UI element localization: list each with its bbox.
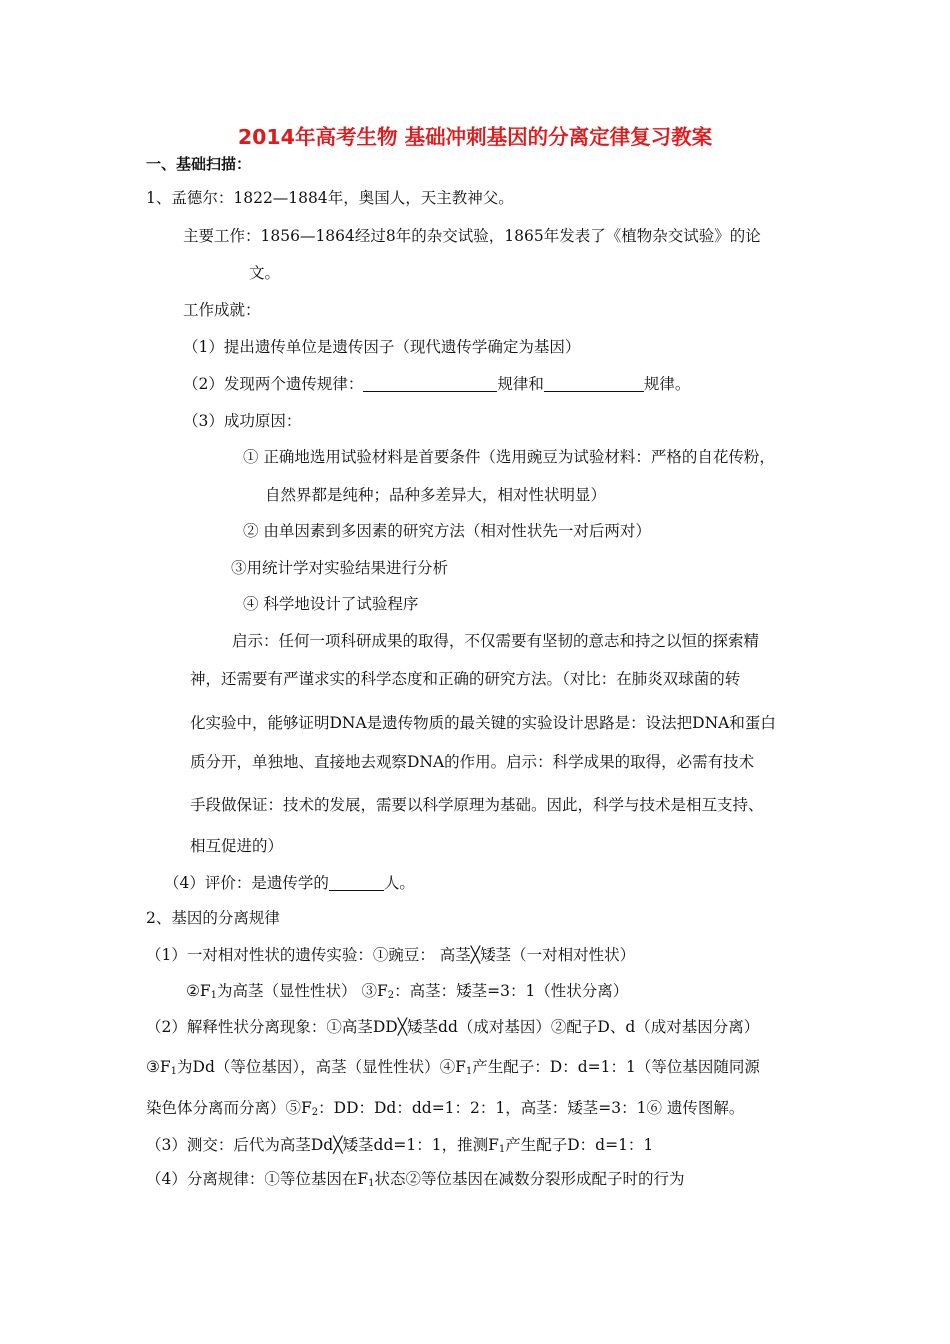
reason-1-line2: 自然界都是纯种；品种多差异大，相对性状明显） — [265, 486, 607, 504]
section-heading-segregation: 2、基因的分离规律 — [146, 909, 280, 927]
reason-4: ④ 科学地设计了试验程序 — [243, 595, 419, 613]
text-run: ：DD：Dd：dd=1：2：1，高茎：矮茎=3：1⑥ 遗传图解。 — [318, 1099, 745, 1117]
insight-line: 质分开，单独地、直接地去观察DNA的作用。启示：科学成果的取得，必需有技术 — [190, 753, 755, 771]
subscript: 1 — [498, 1144, 506, 1155]
text-run: （4）分离规律：①等位基因在F — [146, 1170, 369, 1188]
reason-1-line1: ① 正确地选用试验材料是首要条件（选用豌豆为试验材料：严格的自花传粉， — [243, 448, 775, 466]
segregation-4 — [146, 1169, 685, 1189]
segregation-2a: （2）解释性状分离现象：①高茎DD╳矮茎dd（成对基因）②配子D、d（成对基因分离） — [146, 1018, 760, 1036]
text-run: ②F — [186, 982, 211, 1000]
text-run: ③F — [146, 1058, 171, 1076]
main-work-line2: 文。 — [249, 264, 281, 282]
fill-blank-3[interactable] — [329, 875, 384, 891]
reason-2: ② 由单因素到多因素的研究方法（相对性状先一对后两对） — [243, 522, 651, 540]
text-run: （3）测交：后代为高茎Dd╳矮茎dd=1：1，推测F — [146, 1136, 499, 1154]
achievement-3: （3）成功原因： — [183, 412, 302, 430]
insight-line: 启示：任何一项科研成果的取得，不仅需要有坚韧的意志和持之以恒的探索精 — [232, 632, 760, 650]
achievement-1: （1）提出遗传单位是遗传因子（现代遗传学确定为基因） — [183, 338, 581, 356]
subscript: 1 — [170, 1066, 178, 1077]
text-run: 染色体分离而分离）⑤F — [146, 1099, 312, 1117]
segregation-1a: （1）一对相对性状的遗传实验：①豌豆： 高茎╳矮茎（一对相对性状） — [146, 946, 636, 964]
achievement-2-middle: 规律和 — [497, 375, 544, 393]
text-run: 为Dd（等位基因），高茎（显性性状）④F — [177, 1058, 466, 1076]
subscript: 2 — [387, 990, 395, 1001]
achievement-4-suffix: 人。 — [383, 874, 415, 892]
insight-line: 化实验中，能够证明DNA是遗传物质的最关键的实验设计思路是：设法把DNA和蛋白 — [190, 714, 776, 732]
text-run: 状态②等位基因在减数分裂形成配子时的行为 — [374, 1170, 685, 1188]
achievement-2-prefix: （2）发现两个遗传规律： — [183, 375, 364, 393]
text-run: 产生配子：D：d=1：1（等位基因随同源 — [472, 1058, 760, 1076]
subscript: 2 — [311, 1107, 319, 1118]
text-run: ：高茎：矮茎=3：1（性状分离） — [394, 982, 629, 1000]
segregation-2c — [146, 1098, 744, 1118]
reason-3: ③用统计学对实验结果进行分析 — [231, 559, 449, 577]
insight-line: 相互促进的） — [190, 837, 284, 855]
segregation-3 — [146, 1135, 653, 1155]
achievement-4-prefix: （4）评价：是遗传学的 — [164, 874, 329, 892]
main-work-line1: 主要工作：1856—1864经过8年的杂交试验，1865年发表了《植物杂交试验》的论 — [183, 227, 761, 245]
subscript: 1 — [465, 1066, 473, 1077]
insight-line: 手段做保证：技术的发展，需要以科学原理为基础。因此，科学与技术是相互支持、 — [190, 796, 764, 814]
page-title: 2014年高考生物 基础冲刺基因的分离定律复习教案 — [237, 125, 713, 149]
achievement-label: 工作成就： — [183, 301, 261, 319]
fill-blank-2[interactable] — [544, 376, 644, 392]
achievement-2-suffix: 规律。 — [643, 375, 691, 393]
text-run: 产生配子D：d=1：1 — [505, 1136, 654, 1154]
achievement-4 — [164, 873, 415, 893]
insight-line: 神，还需要有严谨求实的科学态度和正确的研究方法。（对比：在肺炎双球菌的转 — [190, 670, 741, 688]
mendel-intro: 1、孟德尔：1822—1884年，奥国人，天主教神父。 — [146, 189, 514, 207]
fill-blank-1[interactable] — [363, 376, 497, 392]
achievement-2 — [183, 374, 690, 394]
segregation-1b — [186, 981, 628, 1001]
segregation-2b — [146, 1057, 760, 1077]
subscript: 1 — [210, 990, 218, 1001]
subscript: 1 — [368, 1178, 375, 1189]
section-heading-basics: 一、基础扫描： — [146, 155, 252, 173]
text-run: 为高茎（显性性状） ③F — [217, 982, 388, 1000]
